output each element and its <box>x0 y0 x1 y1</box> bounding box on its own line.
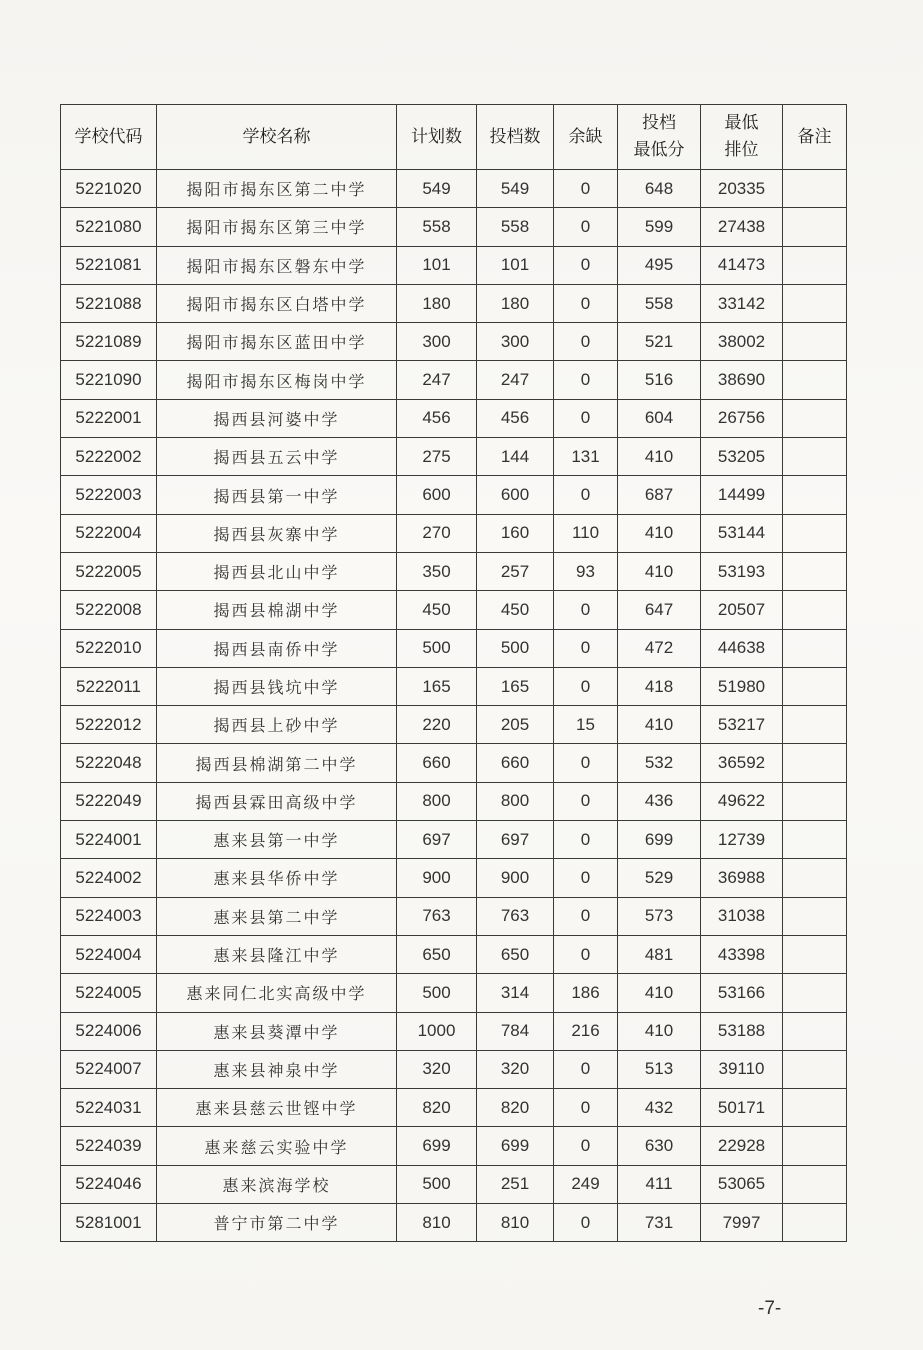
cell-name: 揭西县五云中学 <box>157 438 397 476</box>
cell-min-score: 647 <box>618 591 701 629</box>
cell-admitted: 800 <box>477 782 554 820</box>
cell-min-score: 630 <box>618 1127 701 1165</box>
cell-vacancy: 0 <box>554 744 618 782</box>
header-plan: 计划数 <box>397 105 477 170</box>
cell-min-rank: 53166 <box>701 974 783 1012</box>
header-admitted: 投档数 <box>477 105 554 170</box>
cell-remark <box>783 438 847 476</box>
cell-admitted: 300 <box>477 323 554 361</box>
cell-name: 揭西县南侨中学 <box>157 629 397 667</box>
cell-admitted: 160 <box>477 514 554 552</box>
header-min-score-line1: 投档 <box>642 113 676 133</box>
cell-remark <box>783 476 847 514</box>
cell-name: 揭西县钱坑中学 <box>157 667 397 705</box>
cell-vacancy: 15 <box>554 706 618 744</box>
cell-plan: 800 <box>397 782 477 820</box>
cell-plan: 660 <box>397 744 477 782</box>
table-row <box>61 246 847 284</box>
cell-min-rank: 53217 <box>701 706 783 744</box>
cell-vacancy: 249 <box>554 1165 618 1203</box>
cell-code: 5222012 <box>61 706 157 744</box>
cell-admitted: 180 <box>477 284 554 322</box>
cell-code: 5221090 <box>61 361 157 399</box>
table-row <box>61 552 847 590</box>
cell-name: 惠来县第二中学 <box>157 897 397 935</box>
cell-min-rank: 43398 <box>701 935 783 973</box>
cell-min-score: 687 <box>618 476 701 514</box>
cell-vacancy: 93 <box>554 552 618 590</box>
cell-code: 5224001 <box>61 821 157 859</box>
cell-code: 5222011 <box>61 667 157 705</box>
cell-min-score: 521 <box>618 323 701 361</box>
cell-remark <box>783 514 847 552</box>
cell-min-score: 411 <box>618 1165 701 1203</box>
cell-min-score: 472 <box>618 629 701 667</box>
cell-code: 5221020 <box>61 170 157 208</box>
cell-plan: 600 <box>397 476 477 514</box>
cell-remark <box>783 284 847 322</box>
cell-code: 5221089 <box>61 323 157 361</box>
cell-remark <box>783 1050 847 1088</box>
cell-min-rank: 31038 <box>701 897 783 935</box>
cell-plan: 1000 <box>397 1012 477 1050</box>
cell-vacancy: 0 <box>554 821 618 859</box>
cell-admitted: 600 <box>477 476 554 514</box>
cell-min-score: 436 <box>618 782 701 820</box>
cell-admitted: 320 <box>477 1050 554 1088</box>
cell-admitted: 257 <box>477 552 554 590</box>
cell-vacancy: 0 <box>554 667 618 705</box>
cell-min-score: 410 <box>618 706 701 744</box>
cell-min-rank: 7997 <box>701 1204 783 1242</box>
cell-vacancy: 0 <box>554 246 618 284</box>
cell-min-score: 604 <box>618 399 701 437</box>
cell-code: 5224006 <box>61 1012 157 1050</box>
cell-min-rank: 51980 <box>701 667 783 705</box>
cell-name: 惠来滨海学校 <box>157 1165 397 1203</box>
cell-remark <box>783 1127 847 1165</box>
cell-min-score: 532 <box>618 744 701 782</box>
cell-code: 5224005 <box>61 974 157 1012</box>
cell-admitted: 247 <box>477 361 554 399</box>
cell-code: 5222008 <box>61 591 157 629</box>
cell-remark <box>783 208 847 246</box>
cell-plan: 180 <box>397 284 477 322</box>
cell-name: 揭西县北山中学 <box>157 552 397 590</box>
cell-remark <box>783 629 847 667</box>
table-header-row <box>61 105 847 170</box>
cell-name: 揭阳市揭东区第三中学 <box>157 208 397 246</box>
header-code: 学校代码 <box>61 105 157 170</box>
cell-min-score: 410 <box>618 552 701 590</box>
cell-min-rank: 53065 <box>701 1165 783 1203</box>
cell-plan: 270 <box>397 514 477 552</box>
cell-remark <box>783 974 847 1012</box>
cell-admitted: 820 <box>477 1089 554 1127</box>
cell-name: 惠来县隆江中学 <box>157 935 397 973</box>
cell-code: 5222004 <box>61 514 157 552</box>
cell-remark <box>783 1204 847 1242</box>
cell-name: 揭西县灰寨中学 <box>157 514 397 552</box>
header-min-rank-line1: 最低 <box>724 113 759 133</box>
cell-plan: 820 <box>397 1089 477 1127</box>
cell-code: 5222005 <box>61 552 157 590</box>
cell-min-score: 699 <box>618 821 701 859</box>
table-row <box>61 1204 847 1242</box>
cell-min-score: 516 <box>618 361 701 399</box>
cell-code: 5221080 <box>61 208 157 246</box>
table-row <box>61 744 847 782</box>
cell-admitted: 697 <box>477 821 554 859</box>
cell-plan: 165 <box>397 667 477 705</box>
cell-vacancy: 0 <box>554 170 618 208</box>
cell-min-rank: 38002 <box>701 323 783 361</box>
cell-name: 惠来县第一中学 <box>157 821 397 859</box>
cell-min-rank: 53193 <box>701 552 783 590</box>
cell-vacancy: 216 <box>554 1012 618 1050</box>
cell-admitted: 660 <box>477 744 554 782</box>
cell-plan: 549 <box>397 170 477 208</box>
header-min-score-line2: 最低分 <box>633 140 685 160</box>
table-row <box>61 438 847 476</box>
cell-min-rank: 14499 <box>701 476 783 514</box>
table-row <box>61 1012 847 1050</box>
table-row <box>61 476 847 514</box>
cell-plan: 900 <box>397 859 477 897</box>
cell-name: 惠来县神泉中学 <box>157 1050 397 1088</box>
cell-plan: 247 <box>397 361 477 399</box>
cell-plan: 650 <box>397 935 477 973</box>
cell-code: 5222002 <box>61 438 157 476</box>
table-row <box>61 1050 847 1088</box>
cell-admitted: 699 <box>477 1127 554 1165</box>
cell-min-rank: 26756 <box>701 399 783 437</box>
cell-name: 惠来慈云实验中学 <box>157 1127 397 1165</box>
cell-min-rank: 33142 <box>701 284 783 322</box>
cell-remark <box>783 667 847 705</box>
cell-admitted: 558 <box>477 208 554 246</box>
cell-min-score: 432 <box>618 1089 701 1127</box>
cell-plan: 275 <box>397 438 477 476</box>
cell-vacancy: 131 <box>554 438 618 476</box>
cell-code: 5222010 <box>61 629 157 667</box>
cell-remark <box>783 1165 847 1203</box>
table-row <box>61 514 847 552</box>
cell-remark <box>783 323 847 361</box>
cell-min-rank: 36592 <box>701 744 783 782</box>
cell-admitted: 165 <box>477 667 554 705</box>
cell-name: 惠来县葵潭中学 <box>157 1012 397 1050</box>
cell-code: 5222003 <box>61 476 157 514</box>
cell-min-score: 513 <box>618 1050 701 1088</box>
cell-plan: 220 <box>397 706 477 744</box>
cell-code: 5222049 <box>61 782 157 820</box>
header-min-rank <box>701 105 783 170</box>
cell-vacancy: 0 <box>554 1089 618 1127</box>
cell-vacancy: 0 <box>554 1050 618 1088</box>
cell-vacancy: 0 <box>554 629 618 667</box>
cell-admitted: 101 <box>477 246 554 284</box>
cell-min-score: 410 <box>618 974 701 1012</box>
cell-plan: 697 <box>397 821 477 859</box>
cell-name: 揭西县上砂中学 <box>157 706 397 744</box>
table-row <box>61 170 847 208</box>
cell-name: 揭西县霖田高级中学 <box>157 782 397 820</box>
cell-name: 普宁市第二中学 <box>157 1204 397 1242</box>
cell-admitted: 784 <box>477 1012 554 1050</box>
header-vacancy: 余缺 <box>554 105 618 170</box>
cell-plan: 500 <box>397 629 477 667</box>
cell-code: 5221081 <box>61 246 157 284</box>
cell-min-rank: 36988 <box>701 859 783 897</box>
cell-plan: 350 <box>397 552 477 590</box>
cell-admitted: 500 <box>477 629 554 667</box>
cell-remark <box>783 782 847 820</box>
page-number: -7- <box>758 1298 782 1319</box>
table-row <box>61 897 847 935</box>
cell-remark <box>783 399 847 437</box>
cell-remark <box>783 246 847 284</box>
cell-code: 5224003 <box>61 897 157 935</box>
cell-plan: 763 <box>397 897 477 935</box>
cell-code: 5224007 <box>61 1050 157 1088</box>
cell-plan: 699 <box>397 1127 477 1165</box>
cell-remark <box>783 170 847 208</box>
cell-remark <box>783 1089 847 1127</box>
cell-code: 5281001 <box>61 1204 157 1242</box>
cell-min-score: 558 <box>618 284 701 322</box>
cell-admitted: 650 <box>477 935 554 973</box>
cell-name: 揭阳市揭东区第二中学 <box>157 170 397 208</box>
cell-admitted: 763 <box>477 897 554 935</box>
cell-vacancy: 0 <box>554 897 618 935</box>
cell-remark <box>783 1012 847 1050</box>
cell-min-score: 731 <box>618 1204 701 1242</box>
cell-vacancy: 110 <box>554 514 618 552</box>
cell-remark <box>783 821 847 859</box>
cell-plan: 500 <box>397 974 477 1012</box>
cell-min-score: 648 <box>618 170 701 208</box>
cell-min-rank: 27438 <box>701 208 783 246</box>
table-row <box>61 859 847 897</box>
cell-min-score: 529 <box>618 859 701 897</box>
cell-name: 揭西县棉湖第二中学 <box>157 744 397 782</box>
cell-name: 惠来县慈云世铿中学 <box>157 1089 397 1127</box>
cell-min-score: 573 <box>618 897 701 935</box>
cell-admitted: 144 <box>477 438 554 476</box>
cell-remark <box>783 591 847 629</box>
cell-min-rank: 50171 <box>701 1089 783 1127</box>
cell-vacancy: 0 <box>554 284 618 322</box>
header-name: 学校名称 <box>157 105 397 170</box>
cell-admitted: 251 <box>477 1165 554 1203</box>
cell-remark <box>783 552 847 590</box>
cell-name: 揭阳市揭东区白塔中学 <box>157 284 397 322</box>
cell-vacancy: 0 <box>554 476 618 514</box>
cell-plan: 320 <box>397 1050 477 1088</box>
table-row <box>61 706 847 744</box>
cell-vacancy: 0 <box>554 399 618 437</box>
cell-vacancy: 0 <box>554 208 618 246</box>
cell-admitted: 450 <box>477 591 554 629</box>
cell-min-score: 418 <box>618 667 701 705</box>
cell-vacancy: 0 <box>554 935 618 973</box>
cell-remark <box>783 859 847 897</box>
table-body <box>61 170 847 1242</box>
cell-min-score: 495 <box>618 246 701 284</box>
cell-code: 5224002 <box>61 859 157 897</box>
cell-admitted: 456 <box>477 399 554 437</box>
table-row <box>61 821 847 859</box>
cell-min-rank: 22928 <box>701 1127 783 1165</box>
cell-code: 5224004 <box>61 935 157 973</box>
table-row <box>61 629 847 667</box>
admission-table <box>60 104 847 1242</box>
cell-min-rank: 41473 <box>701 246 783 284</box>
cell-plan: 456 <box>397 399 477 437</box>
table-row <box>61 284 847 322</box>
table-row <box>61 974 847 1012</box>
cell-min-rank: 49622 <box>701 782 783 820</box>
cell-vacancy: 0 <box>554 323 618 361</box>
header-remark: 备注 <box>783 105 847 170</box>
cell-plan: 558 <box>397 208 477 246</box>
cell-admitted: 549 <box>477 170 554 208</box>
cell-vacancy: 0 <box>554 1204 618 1242</box>
table-row <box>61 323 847 361</box>
cell-remark <box>783 744 847 782</box>
cell-vacancy: 0 <box>554 591 618 629</box>
cell-remark <box>783 935 847 973</box>
cell-name: 惠来同仁北实高级中学 <box>157 974 397 1012</box>
cell-name: 揭阳市揭东区蓝田中学 <box>157 323 397 361</box>
cell-min-rank: 20507 <box>701 591 783 629</box>
cell-admitted: 205 <box>477 706 554 744</box>
table-row <box>61 208 847 246</box>
cell-code: 5222001 <box>61 399 157 437</box>
cell-remark <box>783 706 847 744</box>
cell-min-rank: 38690 <box>701 361 783 399</box>
cell-vacancy: 186 <box>554 974 618 1012</box>
cell-name: 揭阳市揭东区磐东中学 <box>157 246 397 284</box>
cell-vacancy: 0 <box>554 361 618 399</box>
cell-min-rank: 53144 <box>701 514 783 552</box>
cell-code: 5224039 <box>61 1127 157 1165</box>
cell-vacancy: 0 <box>554 859 618 897</box>
cell-admitted: 810 <box>477 1204 554 1242</box>
header-min-score <box>618 105 701 170</box>
cell-plan: 810 <box>397 1204 477 1242</box>
cell-min-score: 599 <box>618 208 701 246</box>
cell-name: 揭西县棉湖中学 <box>157 591 397 629</box>
cell-min-rank: 53188 <box>701 1012 783 1050</box>
cell-plan: 101 <box>397 246 477 284</box>
cell-vacancy: 0 <box>554 1127 618 1165</box>
cell-code: 5221088 <box>61 284 157 322</box>
cell-admitted: 314 <box>477 974 554 1012</box>
cell-min-score: 410 <box>618 1012 701 1050</box>
table-row <box>61 782 847 820</box>
header-min-rank-line2: 排位 <box>724 140 759 160</box>
cell-name: 揭西县第一中学 <box>157 476 397 514</box>
table-row <box>61 1089 847 1127</box>
table-row <box>61 591 847 629</box>
cell-min-rank: 20335 <box>701 170 783 208</box>
cell-min-rank: 44638 <box>701 629 783 667</box>
cell-name: 惠来县华侨中学 <box>157 859 397 897</box>
table-row <box>61 399 847 437</box>
cell-admitted: 900 <box>477 859 554 897</box>
table-row <box>61 1127 847 1165</box>
cell-vacancy: 0 <box>554 782 618 820</box>
cell-code: 5222048 <box>61 744 157 782</box>
cell-min-score: 410 <box>618 438 701 476</box>
cell-plan: 300 <box>397 323 477 361</box>
table-row <box>61 361 847 399</box>
cell-plan: 450 <box>397 591 477 629</box>
table-row <box>61 1165 847 1203</box>
cell-min-rank: 39110 <box>701 1050 783 1088</box>
cell-min-rank: 53205 <box>701 438 783 476</box>
cell-name: 揭西县河婆中学 <box>157 399 397 437</box>
cell-plan: 500 <box>397 1165 477 1203</box>
cell-remark <box>783 361 847 399</box>
table-row <box>61 667 847 705</box>
table-row <box>61 935 847 973</box>
cell-min-score: 410 <box>618 514 701 552</box>
cell-min-rank: 12739 <box>701 821 783 859</box>
cell-code: 5224031 <box>61 1089 157 1127</box>
cell-min-score: 481 <box>618 935 701 973</box>
cell-name: 揭阳市揭东区梅岗中学 <box>157 361 397 399</box>
cell-code: 5224046 <box>61 1165 157 1203</box>
cell-remark <box>783 897 847 935</box>
